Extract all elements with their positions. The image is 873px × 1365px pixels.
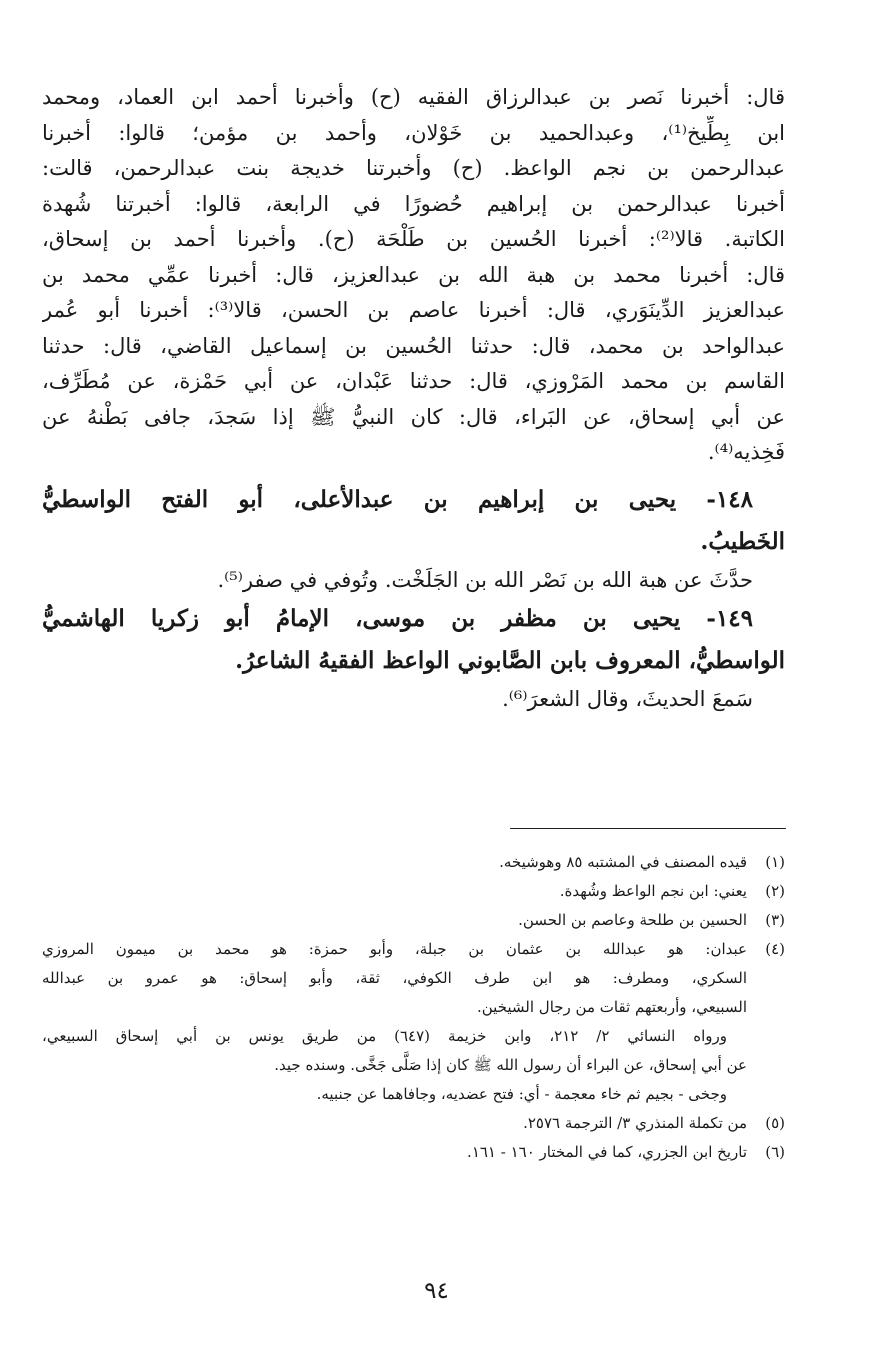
entry-text: حدَّثَ عن هبة الله بن نَصْر الله بن الجَلَخْت. وتُوفي في صفر⁽⁵⁾. <box>217 567 753 592</box>
footnotes <box>42 848 785 1167</box>
footnote-text: السبيعي، وأربعتهم ثقات من رجال الشيخين. <box>476 998 747 1016</box>
text-line: القاسم بن محمد المَرْوزي، قال: حدثنا عَبْدان، عن أبي حَمْزة، عن مُطَرِّف، <box>42 369 785 393</box>
footnote-1 <box>42 848 785 877</box>
paragraph-isnad <box>42 80 785 471</box>
text-line: عبدالواحد بن محمد، قال: حدثنا الحُسين بن إسماعيل القاضي، قال: حدثنا <box>42 333 785 358</box>
entry-heading: ١٤٨- يحيى بن إبراهيم بن عبدالأعلى، أبو الفتح الواسطيُّ <box>42 485 753 513</box>
footnote-3 <box>42 906 785 935</box>
footnote-number: (٥) <box>765 1114 785 1132</box>
text-line: عن أبي إسحاق، عن البَراء، قال: كان النبيُّ ﷺ إذا سَجدَ، جافى بَطْنهُ عن <box>42 404 785 429</box>
entry-text: سَمعَ الحديثَ، وقال الشعرَ⁽⁶⁾. <box>502 687 753 711</box>
page-number: ٩٤ <box>424 1278 449 1304</box>
footnote-number: (٤) <box>765 940 785 958</box>
footnote-number: (١) <box>765 853 785 871</box>
text-line: ابن بِطِّيخ⁽¹⁾، وعبدالحميد بن خَوْلان، وأحمد بن مؤمن؛ قالوا: أخبرنا <box>42 120 785 145</box>
text-line: قال: أخبرنا محمد بن هبة الله بن عبدالعزيز، قال: أخبرنا عمِّي محمد بن <box>42 262 785 287</box>
spacer <box>42 471 785 479</box>
footnote-text: من تكملة المنذري ٣/ الترجمة ٢٥٧٦. <box>523 1114 747 1132</box>
entry-heading: الخَطيبُ. <box>700 527 785 555</box>
text-line: قال: أخبرنا نَصر بن عبدالرزاق الفقيه (ح) وأخبرنا أحمد ابن العماد، ومحمد <box>42 85 785 109</box>
entry-heading: ١٤٩- يحيى بن مظفر بن موسى، الإمامُ أبو زكريا الهاشميُّ <box>42 605 753 632</box>
footnote-number: (٦) <box>765 1143 785 1161</box>
footnote-text: عبدان: هو عبدالله بن عثمان بن جبلة، وأبو حمزة: هو محمد بن ميمون المروزي <box>42 940 747 958</box>
footnote-text: تاريخ ابن الجزري، كما في المختار ١٦٠ - ١٦١. <box>467 1143 747 1161</box>
footnote-text: قيده المصنف في المشتبه ٨٥ وهوشيخه. <box>499 853 747 871</box>
footnote-4 <box>42 935 785 1109</box>
footnote-divider <box>510 828 786 829</box>
footnote-6 <box>42 1138 785 1167</box>
footnote-number: (٣) <box>765 911 785 929</box>
footnote-text: يعني: ابن نجم الواعظ وشُهدة. <box>559 882 747 900</box>
text-line: عبدالعزيز الدِّينَوَري، قال: أخبرنا عاصم بن الحسن، قالا⁽³⁾: أخبرنا أبو عُمر <box>42 298 785 322</box>
text-line: الكاتبة. قالا⁽²⁾: أخبرنا الحُسين بن طَلْحَة (ح). وأخبرنا أحمد بن إسحاق، <box>42 227 785 251</box>
footnote-5 <box>42 1109 785 1138</box>
text-line: فَخِذيه⁽⁴⁾. <box>707 440 785 464</box>
main-text <box>42 80 785 718</box>
text-line: أخبرنا عبدالرحمن بن إبراهيم حُضورًا في الرابعة، قالوا: أخبرتنا شُهدة <box>42 191 785 216</box>
footnote-text: وجخى - بجيم ثم خاء معجمة - أي: فتح عضديه، وجافاهما عن جنبيه. <box>316 1085 727 1103</box>
footnote-number: (٢) <box>765 882 785 900</box>
entry-148 <box>42 479 785 599</box>
entry-149 <box>42 598 785 718</box>
footnote-text: عن أبي إسحاق، عن البراء أن رسول الله ﷺ كان إذا صَلَّى جَخَّى. وسنده جيد. <box>274 1056 747 1074</box>
footnote-2 <box>42 877 785 906</box>
footnote-text: ورواه النسائي ٢/ ٢١٢، وابن خزيمة (٦٤٧) من طريق يونس بن أبي إسحاق السبيعي، <box>42 1027 727 1045</box>
text-line: عبدالرحمن بن نجم الواعظ. (ح) وأخبرتنا خديجة بنت عبدالرحمن، قالت: <box>42 156 785 180</box>
entry-heading: الواسطيُّ، المعروف بابن الصَّابوني الواعظ الفقيهُ الشاعرُ. <box>235 647 785 674</box>
footnote-text: السكري، ومطرف: هو ابن طرف الكوفي، ثقة، وأبو إسحاق: هو عمرو بن عبدالله <box>42 969 747 987</box>
footnote-text: الحسين بن طلحة وعاصم بن الحسن. <box>518 911 747 929</box>
